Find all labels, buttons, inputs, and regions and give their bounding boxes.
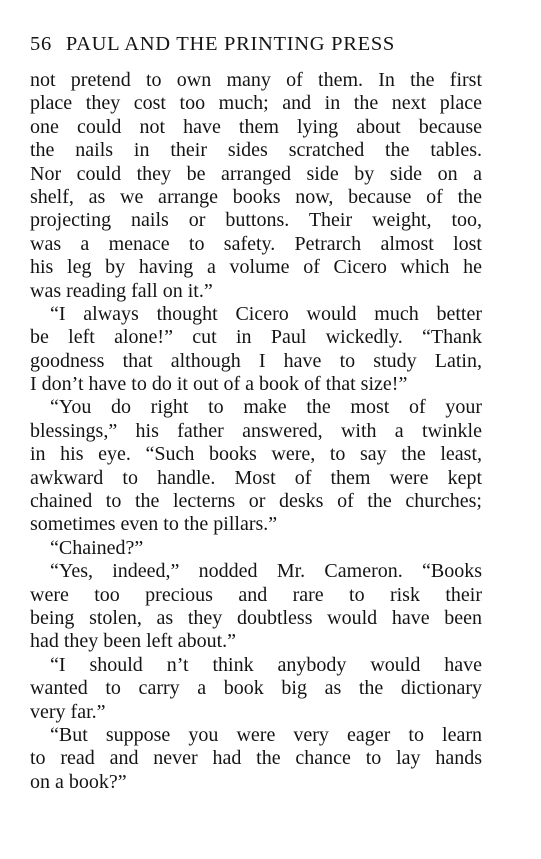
text-line: chained to the lecterns or desks of the churches; — [30, 490, 482, 513]
text-line: the nails in their sides scratched the tables. — [30, 139, 482, 162]
text-line: was a menace to safety. Petrarch almost lost — [30, 232, 482, 255]
text-line: wanted to carry a book big as the dictionary — [30, 677, 482, 700]
text-line: place they cost too much; and in the next place — [30, 92, 482, 115]
text-line: “I should n’t think anybody would have — [50, 653, 482, 676]
text-line: awkward to handle. Most of them were kept — [30, 466, 482, 489]
text-line: Nor could they be arranged side by side on a — [30, 162, 482, 185]
running-title: PAUL AND THE PRINTING PRESS — [65, 33, 396, 55]
text-line: blessings,” his father answered, with a twinkle — [30, 419, 482, 442]
running-head — [30, 33, 490, 59]
text-line: had they been left about.” — [30, 630, 237, 653]
text-line: being stolen, as they doubtless would have been — [30, 606, 482, 629]
text-line: were too precious and rare to risk their — [30, 583, 482, 606]
text-line: very far.” — [30, 700, 106, 723]
text-line: “You do right to make the most of your — [50, 396, 482, 419]
text-line: “Chained?” — [50, 536, 144, 559]
text-line: I don’t have to do it out of a book of that size!” — [30, 373, 408, 396]
text-line: on a book?” — [30, 770, 127, 793]
text-line: goodness that although I have to study Latin, — [30, 349, 482, 372]
text-line: was reading fall on it.” — [30, 279, 213, 302]
text-line: not pretend to own many of them. In the first — [30, 69, 482, 91]
text-line: “But suppose you were very eager to learn — [50, 723, 482, 746]
page-number: 56 — [30, 33, 52, 55]
text-line: “Yes, indeed,” nodded Mr. Cameron. “Books — [50, 560, 482, 583]
text-line: be left alone!” cut in Paul wickedly. “Thank — [30, 326, 482, 349]
text-line: to read and never had the chance to lay hands — [30, 747, 482, 770]
text-line: “I always thought Cicero would much better — [50, 302, 482, 325]
body-text — [30, 69, 482, 794]
text-line: one could not have them lying about because — [30, 115, 482, 138]
text-line: his leg by having a volume of Cicero which he — [30, 256, 482, 279]
text-line: sometimes even to the pillars.” — [30, 513, 278, 536]
text-line: shelf, as we arrange books now, because of the — [30, 185, 482, 208]
text-line: in his eye. “Such books were, to say the least, — [30, 443, 482, 466]
text-line: projecting nails or buttons. Their weight, too, — [30, 209, 482, 232]
